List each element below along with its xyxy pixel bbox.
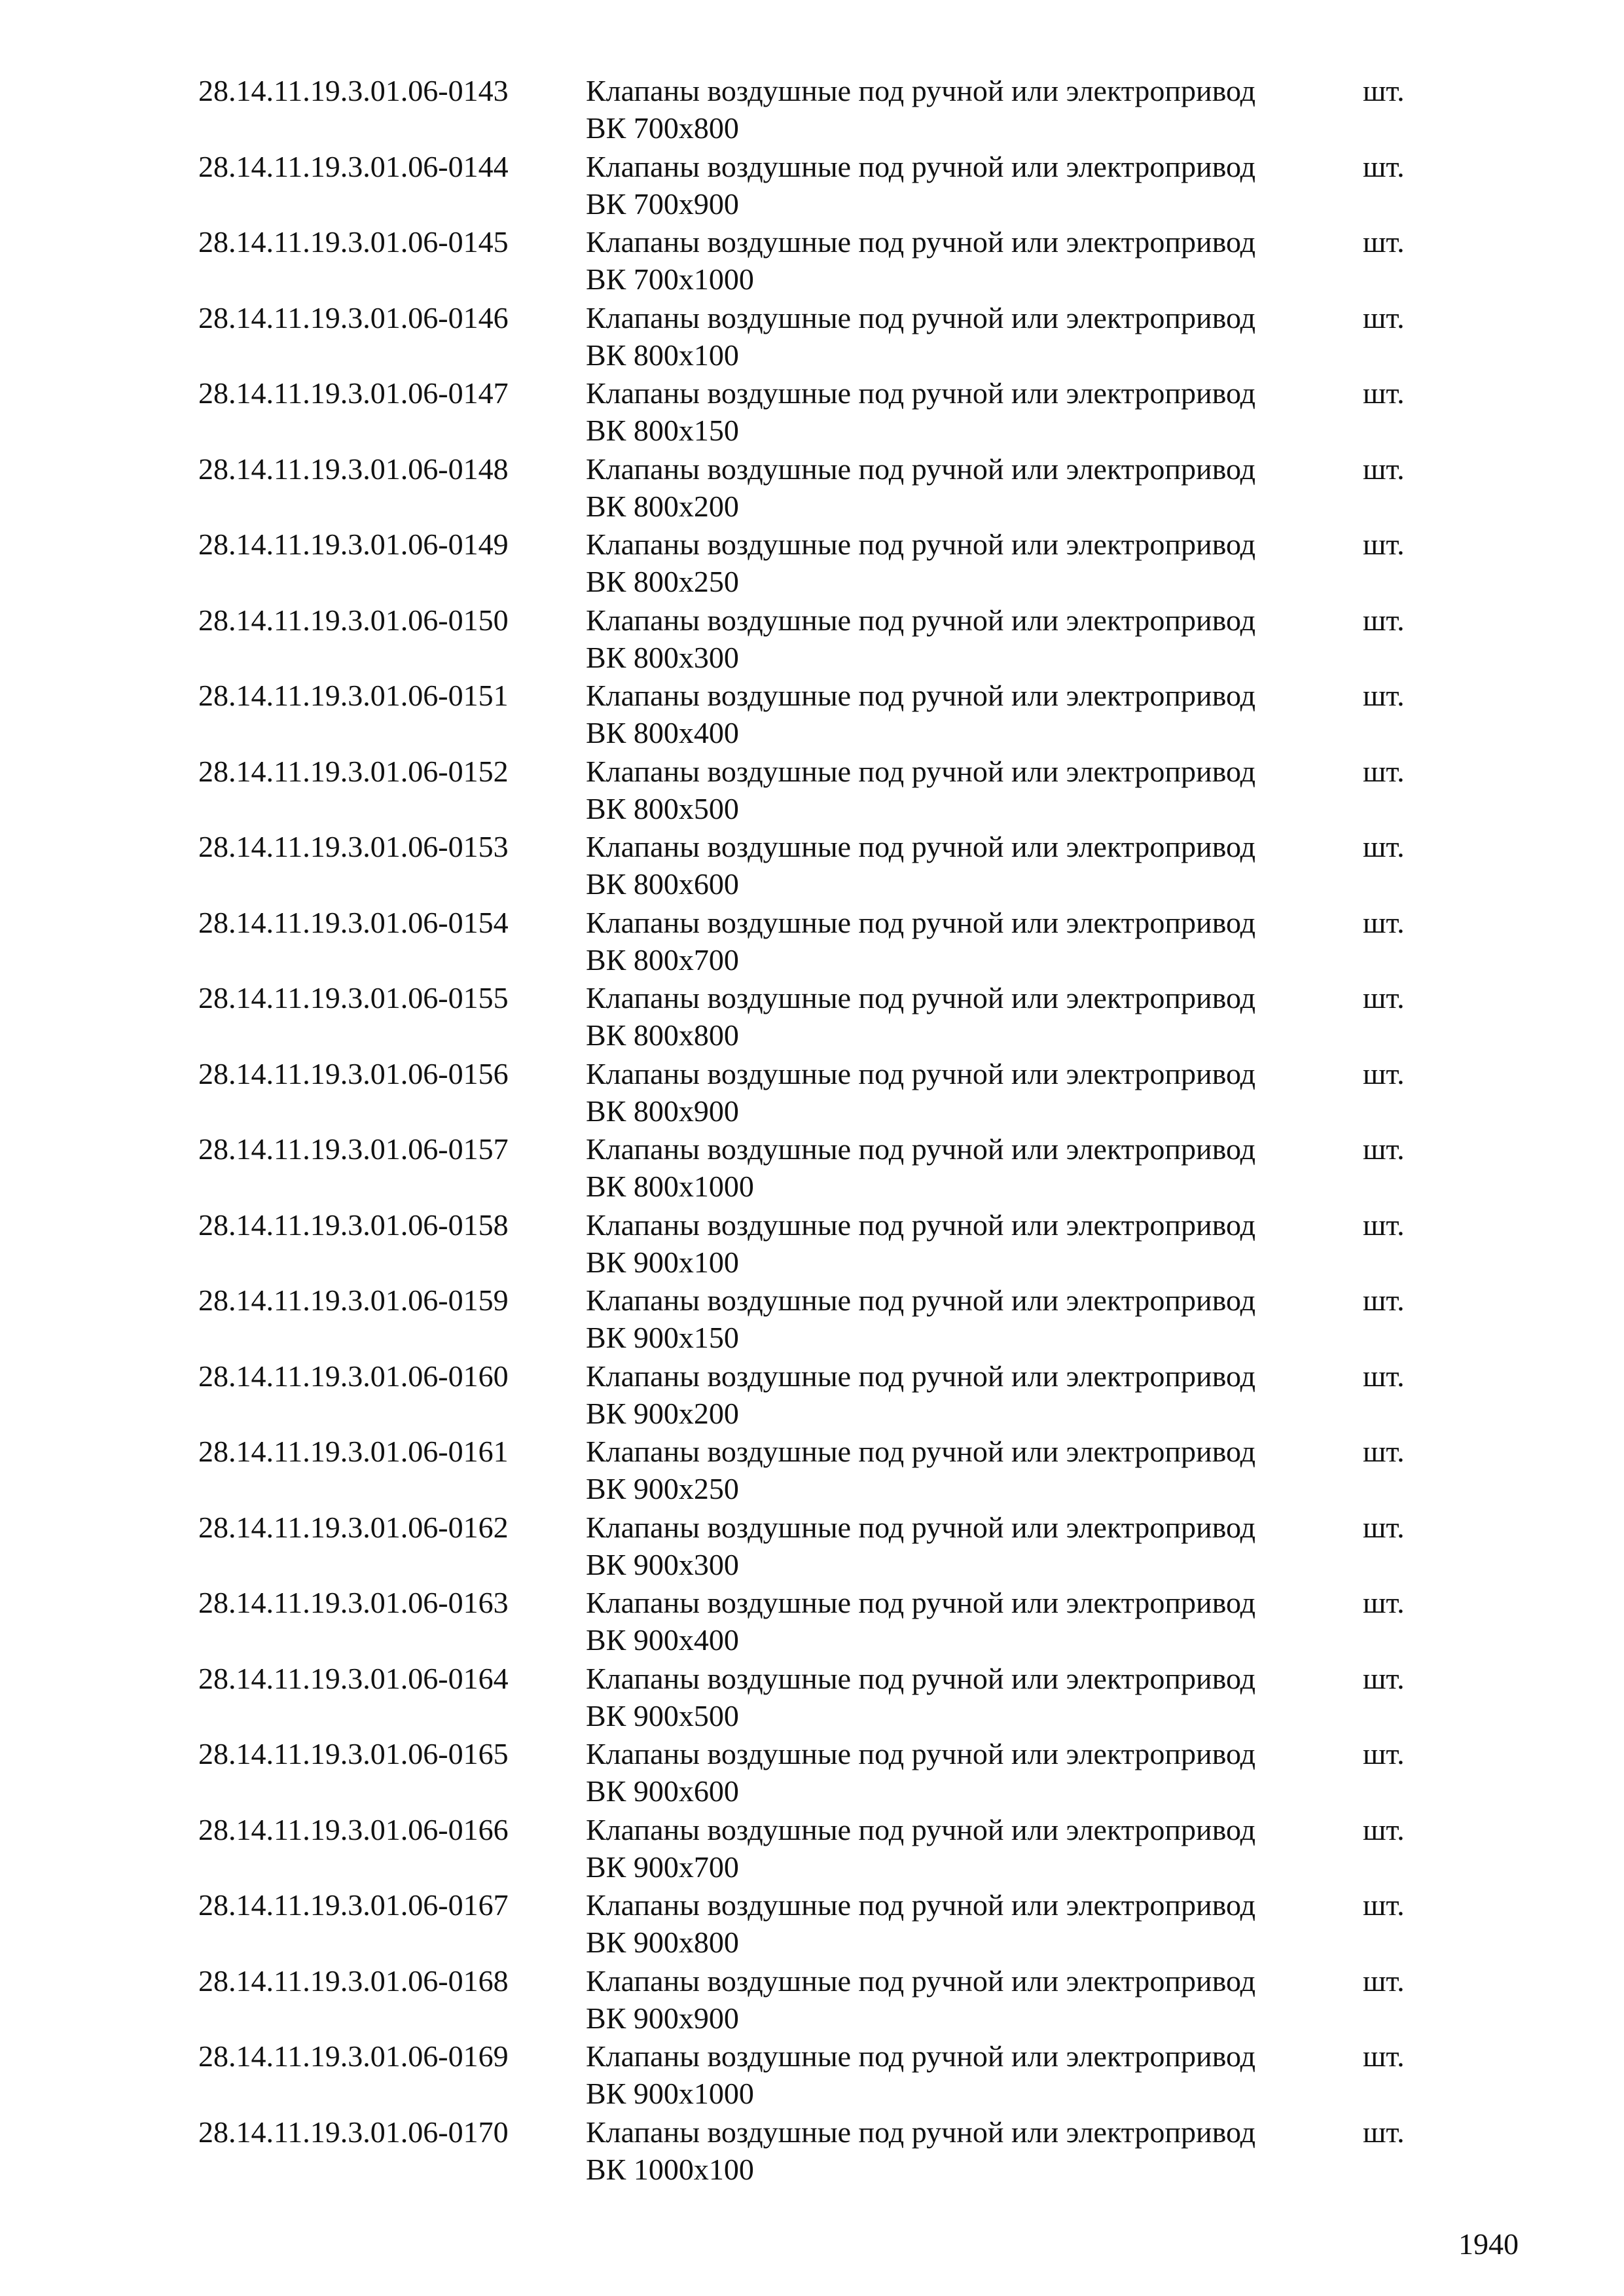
table-row [0,1055,1624,1131]
item-code: 28.14.11.19.3.01.06-0164 [198,1661,509,1695]
item-description: Клапаны воздушные под ручной или электропривод [586,905,1256,939]
item-unit: шт. [1363,376,1405,410]
table-row [0,1509,1624,1585]
item-unit: шт. [1363,754,1405,788]
item-code: 28.14.11.19.3.01.06-0162 [198,1510,509,1544]
item-model: ВК 700х1000 [586,262,754,296]
item-code: 28.14.11.19.3.01.06-0165 [198,1737,509,1770]
item-description: Клапаны воздушные под ручной или электропривод [586,225,1256,259]
item-model: ВК 800х100 [586,338,739,372]
table-row [0,828,1624,904]
item-description: Клапаны воздушные под ручной или электропривод [586,2115,1256,2149]
item-unit: шт. [1363,1661,1405,1695]
item-model: ВК 900х500 [586,1698,739,1732]
item-description: Клапаны воздушные под ручной или электропривод [586,1964,1256,1998]
item-code: 28.14.11.19.3.01.06-0155 [198,981,509,1014]
table-row [0,223,1624,299]
item-description: Клапаны воздушные под ручной или электропривод [586,1132,1256,1166]
item-model: ВК 700х800 [586,111,739,145]
item-code: 28.14.11.19.3.01.06-0167 [198,1888,509,1922]
table-row [0,979,1624,1055]
item-code: 28.14.11.19.3.01.06-0147 [198,376,509,410]
item-model: ВК 800х150 [586,414,739,447]
item-description: Клапаны воздушные под ручной или электропривод [586,74,1256,107]
item-unit: шт. [1363,905,1405,939]
item-description: Клапаны воздушные под ручной или электропривод [586,1208,1256,1242]
item-code: 28.14.11.19.3.01.06-0159 [198,1283,509,1317]
item-code: 28.14.11.19.3.01.06-0152 [198,754,509,788]
item-unit: шт. [1363,1132,1405,1166]
item-model: ВК 900х900 [586,2001,739,2035]
item-description: Клапаны воздушные под ручной или электропривод [586,981,1256,1014]
item-code: 28.14.11.19.3.01.06-0160 [198,1359,509,1393]
item-model: ВК 800х200 [586,489,739,523]
item-unit: шт. [1363,149,1405,183]
item-unit: шт. [1363,1964,1405,1998]
item-unit: шт. [1363,1888,1405,1922]
price-list-table [0,72,1624,2189]
item-code: 28.14.11.19.3.01.06-0145 [198,225,509,259]
item-model: ВК 1000х100 [586,2152,754,2186]
item-unit: шт. [1363,830,1405,863]
item-unit: шт. [1363,1359,1405,1393]
item-code: 28.14.11.19.3.01.06-0158 [198,1208,509,1242]
item-model: ВК 800х700 [586,942,739,977]
item-description: Клапаны воздушные под ручной или электропривод [586,1661,1256,1695]
item-description: Клапаны воздушные под ручной или электропривод [586,149,1256,183]
item-unit: шт. [1363,300,1405,334]
item-code: 28.14.11.19.3.01.06-0153 [198,830,509,863]
item-unit: шт. [1363,2039,1405,2073]
item-description: Клапаны воздушные под ручной или электропривод [586,1737,1256,1770]
table-row [0,299,1624,375]
item-code: 28.14.11.19.3.01.06-0157 [198,1132,509,1166]
table-row [0,1660,1624,1736]
table-row [0,1357,1624,1433]
item-description: Клапаны воздушные под ручной или электропривод [586,1435,1256,1468]
item-model: ВК 900х300 [586,1547,739,1581]
item-unit: шт. [1363,452,1405,486]
item-model: ВК 900х1000 [586,2077,754,2110]
item-unit: шт. [1363,1435,1405,1468]
item-description: Клапаны воздушные под ручной или электропривод [586,603,1256,637]
item-code: 28.14.11.19.3.01.06-0154 [198,905,509,939]
item-model: ВК 900х400 [586,1623,739,1657]
item-code: 28.14.11.19.3.01.06-0161 [198,1435,509,1468]
item-description: Клапаны воздушные под ручной или электропривод [586,2039,1256,2073]
table-row [0,148,1624,224]
item-code: 28.14.11.19.3.01.06-0156 [198,1056,509,1090]
item-unit: шт. [1363,1586,1405,1619]
table-row [0,1811,1624,1887]
item-description: Клапаны воздушные под ручной или электропривод [586,1888,1256,1922]
item-model: ВК 800х250 [586,565,739,598]
item-unit: шт. [1363,1056,1405,1090]
item-model: ВК 900х150 [586,1321,739,1354]
item-code: 28.14.11.19.3.01.06-0166 [198,1812,509,1846]
item-description: Клапаны воздушные под ручной или электропривод [586,1359,1256,1393]
table-row [0,1433,1624,1509]
item-model: ВК 900х200 [586,1396,739,1430]
item-code: 28.14.11.19.3.01.06-0149 [198,528,509,561]
item-model: ВК 900х600 [586,1774,739,1808]
item-description: Клапаны воздушные под ручной или электропривод [586,376,1256,410]
item-code: 28.14.11.19.3.01.06-0163 [198,1586,509,1619]
item-unit: шт. [1363,1737,1405,1770]
item-unit: шт. [1363,981,1405,1014]
table-row [0,904,1624,980]
item-description: Клапаны воздушные под ручной или электропривод [586,528,1256,561]
item-model: ВК 900х250 [586,1472,739,1505]
item-unit: шт. [1363,74,1405,107]
item-unit: шт. [1363,1208,1405,1242]
item-code: 28.14.11.19.3.01.06-0148 [198,452,509,486]
item-description: Клапаны воздушные под ручной или электропривод [586,1510,1256,1544]
item-description: Клапаны воздушные под ручной или электропривод [586,1283,1256,1317]
table-row [0,1886,1624,1962]
item-unit: шт. [1363,2115,1405,2149]
item-code: 28.14.11.19.3.01.06-0150 [198,603,509,637]
table-row [0,1962,1624,2038]
item-model: ВК 800х600 [586,867,739,901]
item-unit: шт. [1363,528,1405,561]
item-code: 28.14.11.19.3.01.06-0168 [198,1964,509,1998]
table-row [0,450,1624,526]
item-code: 28.14.11.19.3.01.06-0170 [198,2115,509,2149]
item-model: ВК 800х800 [586,1018,739,1052]
item-code: 28.14.11.19.3.01.06-0169 [198,2039,509,2073]
item-unit: шт. [1363,225,1405,259]
page-number: 1940 [1458,2227,1519,2261]
item-model: ВК 900х100 [586,1245,739,1279]
item-description: Клапаны воздушные под ручной или электропривод [586,754,1256,788]
table-row [0,1206,1624,1282]
item-description: Клапаны воздушные под ручной или электропривод [586,1812,1256,1846]
table-row [0,1735,1624,1811]
item-code: 28.14.11.19.3.01.06-0151 [198,679,509,712]
table-row [0,526,1624,601]
item-description: Клапаны воздушные под ручной или электропривод [586,452,1256,486]
table-row [0,72,1624,148]
item-description: Клапаны воздушные под ручной или электропривод [586,679,1256,712]
item-unit: шт. [1363,1812,1405,1846]
item-code: 28.14.11.19.3.01.06-0143 [198,74,509,107]
item-model: ВК 700х900 [586,187,739,221]
item-unit: шт. [1363,679,1405,712]
table-row [0,374,1624,450]
item-model: ВК 900х800 [586,1926,739,1959]
item-model: ВК 800х300 [586,640,739,674]
item-model: ВК 800х1000 [586,1170,754,1203]
item-model: ВК 800х500 [586,791,739,825]
table-row [0,1584,1624,1660]
table-row [0,601,1624,677]
item-model: ВК 900х700 [586,1850,739,1884]
item-code: 28.14.11.19.3.01.06-0144 [198,149,509,183]
item-code: 28.14.11.19.3.01.06-0146 [198,300,509,334]
item-model: ВК 800х900 [586,1094,739,1128]
table-row [0,677,1624,753]
item-unit: шт. [1363,1510,1405,1544]
item-description: Клапаны воздушные под ручной или электропривод [586,1056,1256,1090]
table-row [0,1130,1624,1206]
table-row [0,2113,1624,2189]
table-row [0,1282,1624,1357]
table-row [0,753,1624,829]
item-description: Клапаны воздушные под ручной или электропривод [586,830,1256,863]
item-unit: шт. [1363,603,1405,637]
table-row [0,2037,1624,2113]
item-unit: шт. [1363,1283,1405,1317]
item-description: Клапаны воздушные под ручной или электропривод [586,1586,1256,1619]
item-model: ВК 800х400 [586,716,739,749]
item-description: Клапаны воздушные под ручной или электропривод [586,300,1256,334]
